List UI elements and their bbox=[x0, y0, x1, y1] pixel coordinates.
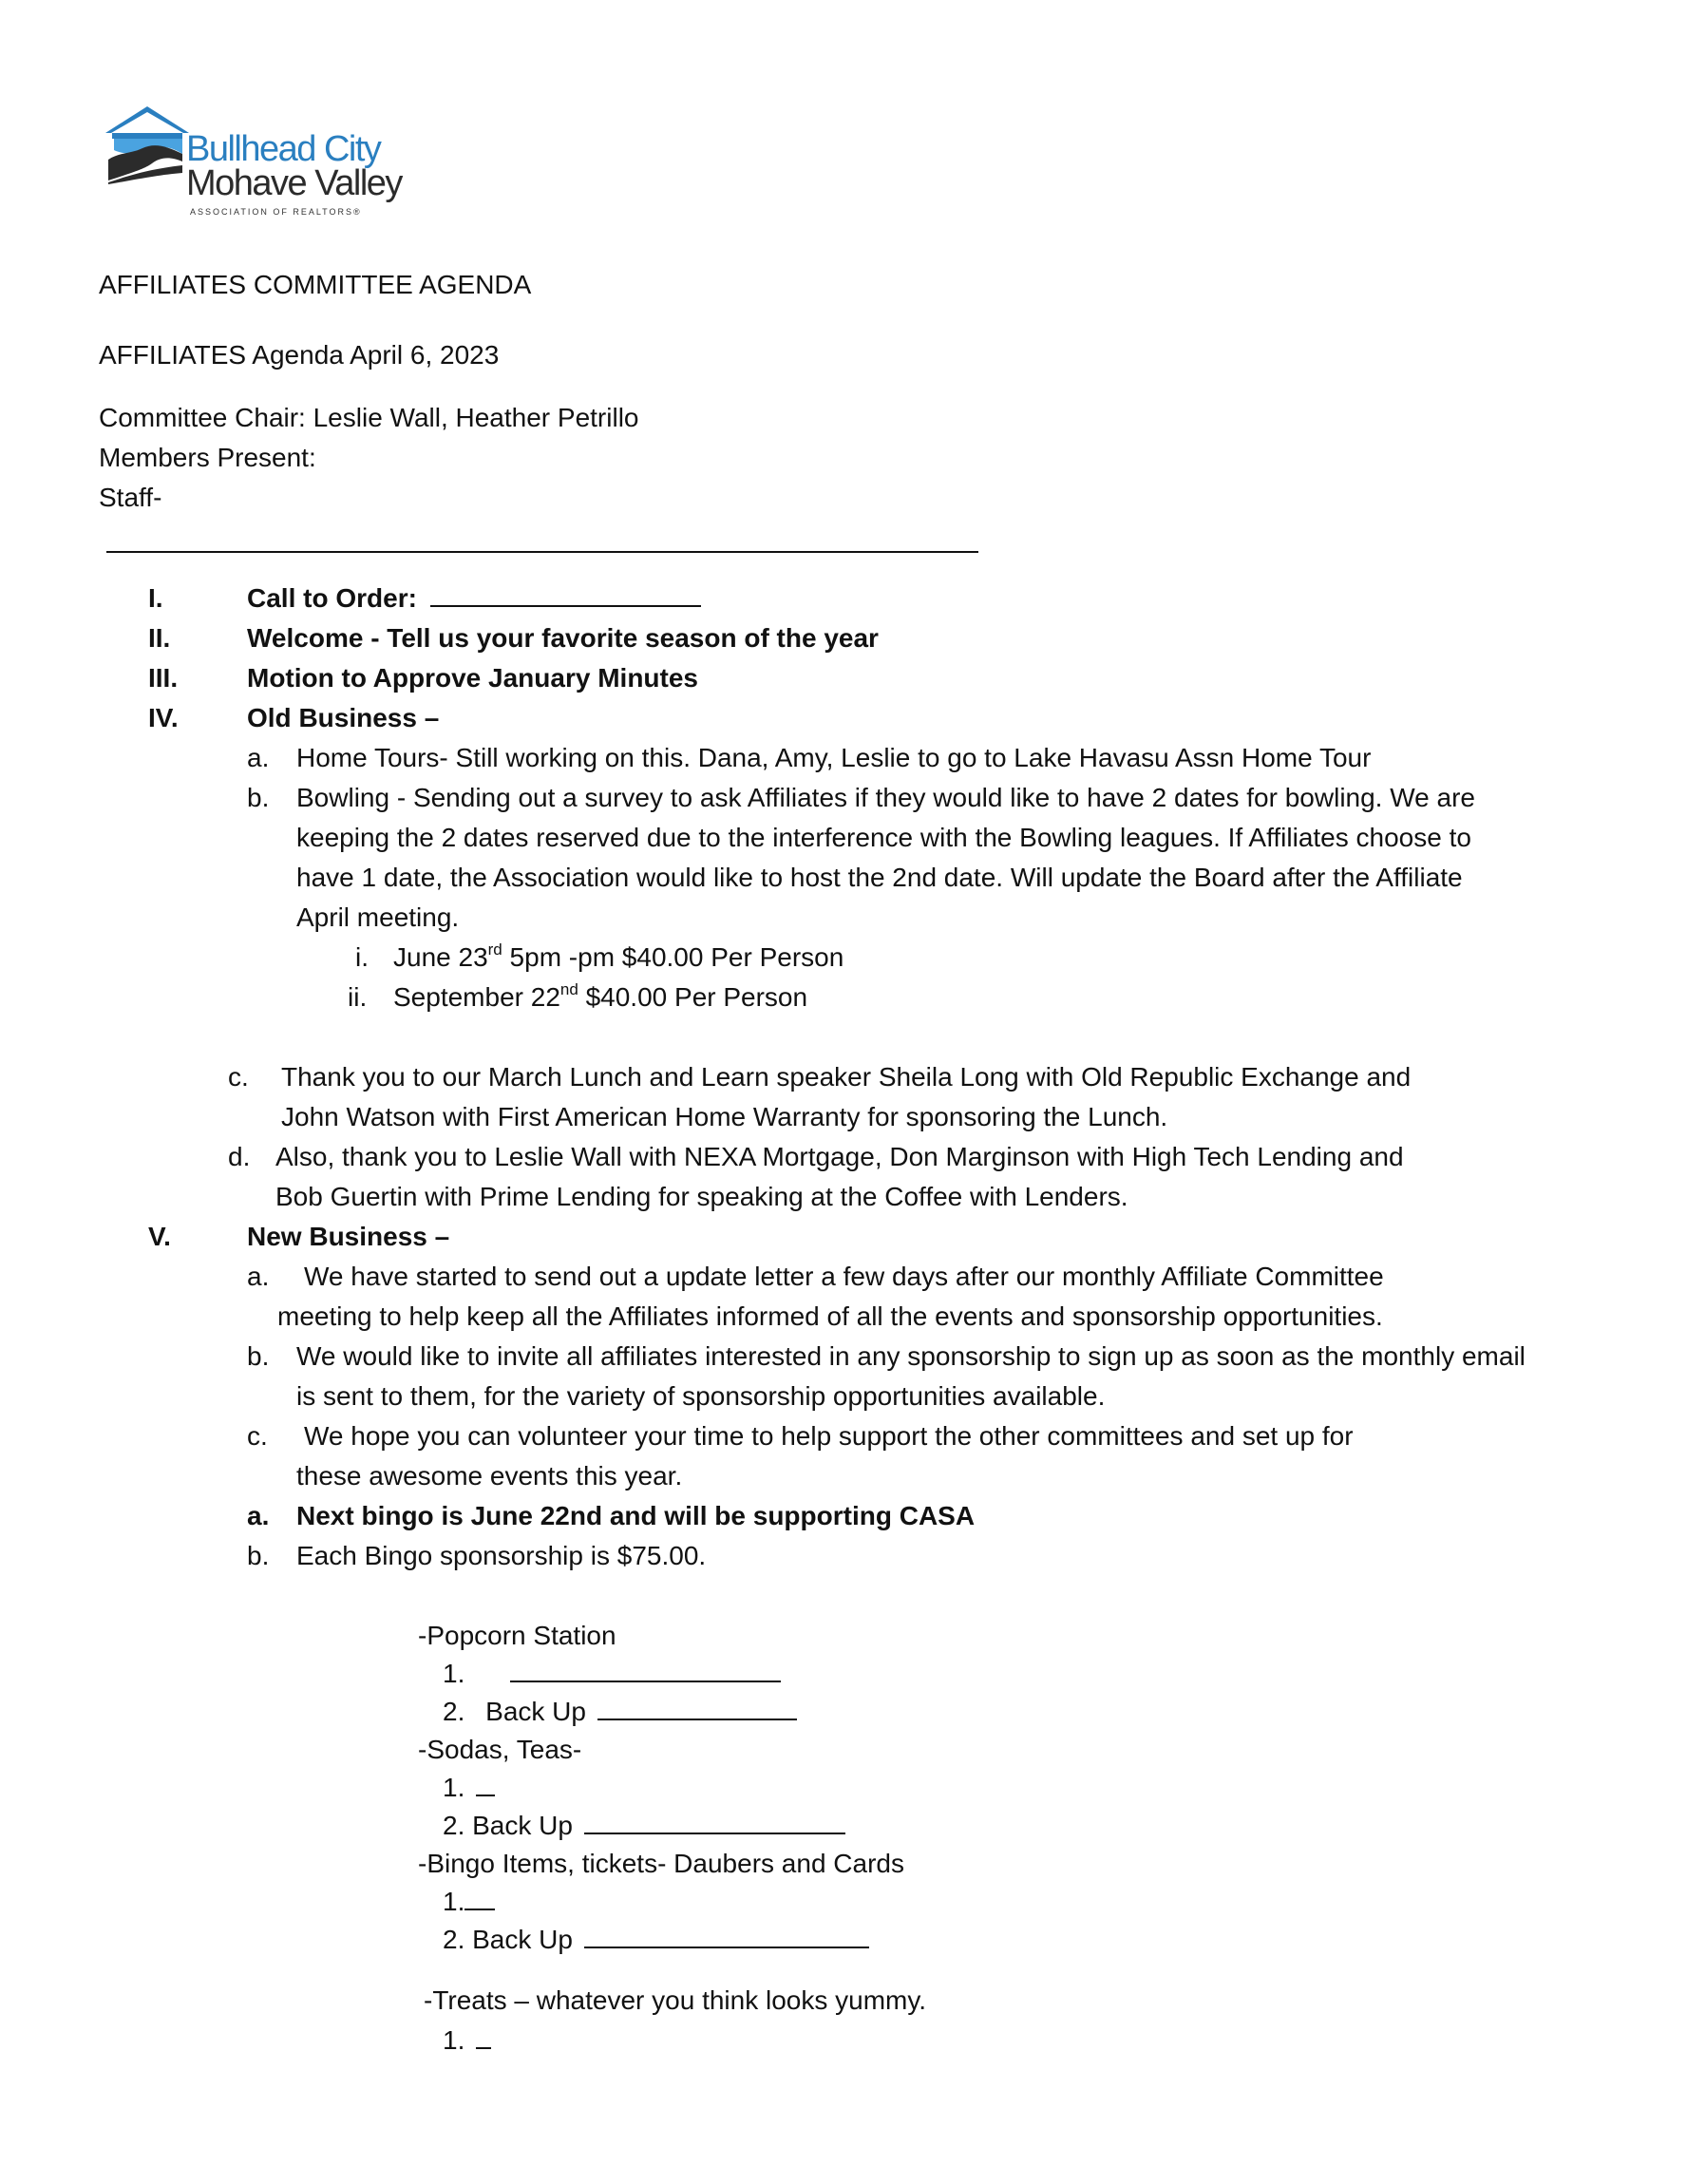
bowling-date-1-post: 5pm -pm $40.00 Per Person bbox=[502, 942, 844, 972]
call-to-order-label: Call to Order: bbox=[247, 583, 417, 613]
new-business-b-line-2: is sent to them, for the variety of sponsorship opportunities available. bbox=[296, 1381, 1106, 1411]
sodas-item-1-blank bbox=[476, 1774, 495, 1796]
agenda-date: AFFILIATES Agenda April 6, 2023 bbox=[99, 340, 500, 370]
call-to-order-blank bbox=[430, 584, 701, 607]
old-business-d-line-2: Bob Guertin with Prime Lending for speaking at the Coffee with Lenders. bbox=[275, 1182, 1128, 1211]
section-1-label bbox=[247, 582, 701, 615]
logo-line-1: Bullhead City bbox=[186, 129, 381, 169]
old-business-a-text: Home Tours- Still working on this. Dana, Amy, Leslie to go to Lake Havasu Assn Home Tour bbox=[296, 743, 1372, 772]
bowling-date-1-sup: rd bbox=[487, 940, 502, 959]
new-business-a-marker: a. bbox=[247, 1262, 270, 1291]
bingo-item-2 bbox=[443, 1924, 869, 1956]
old-business-c-marker: c. bbox=[228, 1062, 249, 1092]
bowling-date-1-marker: i. bbox=[355, 942, 369, 972]
section-2-label: Welcome - Tell us your favorite season of the year bbox=[247, 623, 879, 653]
old-business-d-line-1: Also, thank you to Leslie Wall with NEXA Mortgage, Don Marginson with High Tech Lending and bbox=[275, 1142, 1404, 1171]
section-1-number: I. bbox=[148, 583, 163, 613]
committee-chair: Committee Chair: Leslie Wall, Heather Petrillo bbox=[99, 403, 639, 432]
popcorn-title: -Popcorn Station bbox=[418, 1621, 616, 1650]
logo bbox=[103, 103, 402, 221]
popcorn-item-1-number: 1. bbox=[443, 1659, 465, 1688]
section-2-number: II. bbox=[148, 623, 171, 653]
new-business-a2-marker: a. bbox=[247, 1501, 270, 1530]
treats-item-1 bbox=[443, 2024, 491, 2057]
treats-title: -Treats – whatever you think looks yummy. bbox=[424, 1985, 927, 2015]
bingo-item-2-label: 2. Back Up bbox=[443, 1925, 573, 1954]
popcorn-backup-blank bbox=[597, 1698, 797, 1720]
bowling-date-1 bbox=[393, 941, 844, 974]
new-business-b2-text: Each Bingo sponsorship is $75.00. bbox=[296, 1541, 707, 1570]
old-business-b-line-3: have 1 date, the Association would like to host the 2nd date. Will update the Board after the Affiliate bbox=[296, 863, 1463, 892]
old-business-d-marker: d. bbox=[228, 1142, 251, 1171]
members-present: Members Present: bbox=[99, 443, 316, 472]
document-title: AFFILIATES COMMITTEE AGENDA bbox=[99, 270, 532, 299]
sodas-item-2-label: 2. Back Up bbox=[443, 1811, 573, 1840]
new-business-c-marker: c. bbox=[247, 1421, 268, 1451]
old-business-c-line-2: John Watson with First American Home Warranty for sponsoring the Lunch. bbox=[281, 1102, 1168, 1131]
bingo-item-1-blank bbox=[464, 1888, 495, 1910]
old-business-a-marker: a. bbox=[247, 743, 270, 772]
new-business-c-line-2: these awesome events this year. bbox=[296, 1461, 683, 1491]
sodas-backup-blank bbox=[584, 1812, 845, 1834]
logo-line-2: Mohave Valley bbox=[186, 163, 402, 203]
bowling-date-2 bbox=[393, 981, 807, 1014]
bowling-date-2-pre: September 22 bbox=[393, 982, 560, 1012]
bowling-date-2-marker: ii. bbox=[348, 982, 368, 1012]
popcorn-item-2-number: 2. bbox=[443, 1697, 465, 1726]
sodas-title: -Sodas, Teas- bbox=[418, 1735, 582, 1764]
old-business-b-marker: b. bbox=[247, 783, 270, 812]
bingo-backup-blank bbox=[584, 1926, 869, 1948]
new-business-a-line-2: meeting to help keep all the Affiliates informed of all the events and sponsorship opportunities. bbox=[277, 1301, 1383, 1331]
house-mountain-icon bbox=[103, 104, 193, 185]
section-4-number: IV. bbox=[148, 703, 179, 732]
popcorn-backup-label: Back Up bbox=[485, 1697, 586, 1726]
bowling-date-2-sup: nd bbox=[559, 979, 578, 998]
new-business-c-line-1: We hope you can volunteer your time to help support the other committees and set up for bbox=[304, 1421, 1354, 1451]
sodas-item-1-number: 1. bbox=[443, 1773, 465, 1802]
new-business-b-marker: b. bbox=[247, 1341, 270, 1371]
popcorn-item-2 bbox=[443, 1696, 797, 1728]
old-business-c-line-1: Thank you to our March Lunch and Learn speaker Sheila Long with Old Republic Exchange and bbox=[281, 1062, 1412, 1092]
treats-item-1-blank bbox=[476, 2026, 491, 2049]
new-business-a-line-1: We have started to send out a update letter a few days after our monthly Affiliate Committee bbox=[304, 1262, 1384, 1291]
logo-line-3: ASSOCIATION OF REALTORS® bbox=[190, 207, 362, 217]
old-business-b-line-2: keeping the 2 dates reserved due to the interference with the Bowling leagues. If Affiliates choose to bbox=[296, 823, 1471, 852]
popcorn-item-1 bbox=[443, 1658, 781, 1690]
bowling-date-1-pre: June 23 bbox=[393, 942, 488, 972]
bingo-item-1 bbox=[443, 1886, 495, 1918]
old-business-b-line-1: Bowling - Sending out a survey to ask Affiliates if they would like to have 2 dates for bowling. We are bbox=[296, 783, 1475, 812]
header-divider bbox=[106, 551, 978, 553]
treats-item-1-number: 1. bbox=[443, 2025, 465, 2055]
section-5-number: V. bbox=[148, 1222, 171, 1251]
section-3-label: Motion to Approve January Minutes bbox=[247, 663, 698, 693]
new-business-b2-marker: b. bbox=[247, 1541, 270, 1570]
new-business-a2-text: Next bingo is June 22nd and will be supporting CASA bbox=[296, 1501, 976, 1530]
popcorn-item-1-blank bbox=[510, 1660, 781, 1682]
section-3-number: III. bbox=[148, 663, 179, 693]
sodas-item-1 bbox=[443, 1772, 495, 1804]
sodas-item-2 bbox=[443, 1810, 845, 1842]
bingo-item-1-number: 1. bbox=[443, 1887, 465, 1916]
staff: Staff- bbox=[99, 483, 162, 512]
old-business-b-line-4: April meeting. bbox=[296, 902, 460, 932]
section-5-label: New Business – bbox=[247, 1222, 450, 1251]
new-business-b-line-1: We would like to invite all affiliates interested in any sponsorship to sign up as soon as the monthly email bbox=[296, 1341, 1526, 1371]
section-4-label: Old Business – bbox=[247, 703, 440, 732]
bingo-title: -Bingo Items, tickets- Daubers and Cards bbox=[418, 1849, 904, 1878]
bowling-date-2-post: $40.00 Per Person bbox=[578, 982, 808, 1012]
